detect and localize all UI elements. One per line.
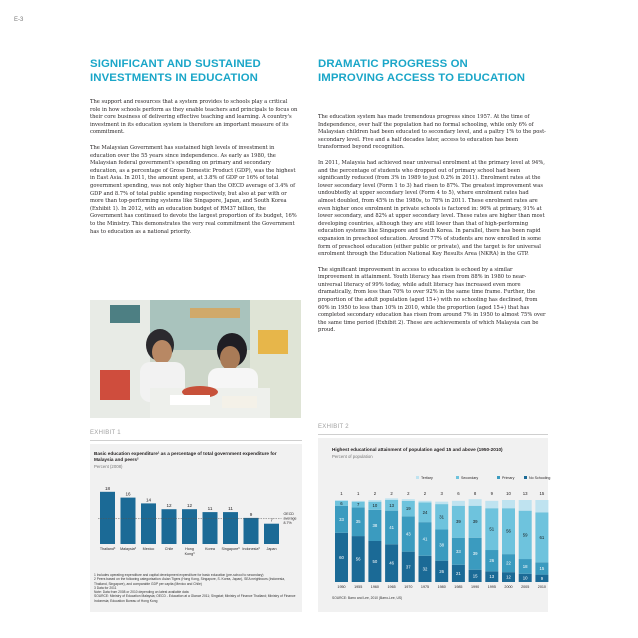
exhibit2-segment-label: 33 — [456, 548, 461, 554]
exhibit2-year-label: 1985 — [454, 585, 463, 589]
exhibit1-bar — [203, 512, 218, 544]
page-number: E-3 — [14, 17, 24, 23]
exhibit1-category-label: Singapore³ — [221, 547, 240, 551]
exhibit2-legend-swatch — [524, 476, 527, 479]
exhibit2-segment-label: 1 — [340, 491, 343, 496]
exhibit2-subtitle: Percent of population — [332, 454, 373, 459]
exhibit1-value-label: 9 — [249, 511, 253, 517]
exhibit1-bar — [121, 498, 136, 544]
exhibit1-divider — [90, 440, 302, 441]
footnote: 2 Peers based on the following categorisation: Asian Tigers (Hong Kong, Singapore, S. Korea, Japan), SEA neighbours (Indonesia, Thailand, Singapore), and comparable GDP per capita (Mexico and Chile) — [94, 577, 285, 586]
exhibit2-year-label: 2000 — [504, 585, 513, 589]
right-heading: DRAMATIC PROGRESS ON IMPROVING ACCESS TO EDUCATION — [318, 58, 526, 84]
exhibit1-value-label: 11 — [207, 506, 213, 512]
exhibit2-segment-label: 21 — [456, 570, 461, 576]
exhibit1-bar — [100, 492, 115, 544]
exhibit2-segment-label: 19 — [405, 506, 411, 512]
exhibit2-segment-label: 56 — [506, 528, 511, 534]
left-paragraph: The support and resources that a system provides to schools play a critical role in how schools perform as they enable teachers and principals to focus on their core business of delivering effective teaching and learning. A country's investment in its education system is therefore an important measure of its commitment. — [90, 99, 298, 136]
exhibit2-segment — [469, 499, 482, 506]
exhibit1-title: Basic education expenditure¹ as a percentage of total government expenditure for Malaysia and peers² — [94, 451, 277, 462]
exhibit2-legend-label: No Schooling — [529, 476, 551, 480]
exhibit2-segment-label: 13 — [389, 502, 394, 508]
exhibit1-label: EXHIBIT 1 — [90, 430, 121, 436]
exhibit2-legend-label: Secondary — [461, 476, 479, 480]
exhibit2-segment-label: 2 — [407, 491, 410, 496]
exhibit2-year-label: 1995 — [487, 585, 496, 589]
exhibit2-year-label: 2010 — [537, 585, 547, 589]
exhibit2-segment — [419, 501, 432, 503]
classroom-photo — [90, 300, 301, 418]
exhibit1-subtitle: Percent (2008) — [94, 464, 123, 469]
exhibit2-segment-label: 43 — [405, 531, 411, 537]
footnote: Note: Data from 2008 or 2010 depending on latest available data — [94, 590, 189, 595]
exhibit1-category-label: Japan — [266, 547, 277, 551]
exhibit2-segment — [402, 499, 415, 501]
right-paragraph: The significant improvement in access to education is echoed by a similar improvement in attainment. Youth literacy has risen from 88% in 1980 to near-universal literacy of 99% today, while adult literacy has increased even more dramatically, from less than 70% to over 92% in the same time frame. Further, the proportion of the adult population (aged 15+) with no schooling has declined, from 60% in 1950 to less than 10% in 2010, while the proportion (aged 15+) that has completed secondary education has risen from around 7% in 1950 to almost 75% over the same time period (Exhibit 2). These are achievements of which Malaysia can be proud. — [318, 266, 546, 334]
exhibit2-segment-label: 3 — [440, 491, 443, 496]
exhibit2-segment — [535, 500, 548, 512]
exhibit1-value-label: 11 — [228, 506, 233, 512]
exhibit2-title: Highest educational attainment of population aged 15 and above (1950-2010) — [332, 447, 503, 452]
exhibit2-segment-label: 8 — [473, 491, 477, 496]
exhibit1-category-label: Chile — [164, 547, 174, 551]
exhibit2-segment-label: 2 — [373, 491, 377, 496]
exhibit2-segment-label: 39 — [472, 519, 478, 525]
exhibit1-category-label: Indonesia³ — [242, 547, 260, 551]
exhibit2-segment-label: 9 — [490, 491, 493, 496]
exhibit2-segment-label: 26 — [489, 558, 495, 564]
exhibit1-category-label: Korea — [205, 547, 215, 551]
exhibit2-segment-label: 10 — [522, 575, 528, 581]
exhibit2-segment-label: 6 — [340, 500, 343, 506]
exhibit2-divider — [318, 434, 548, 435]
exhibit1-oecd-value: 8.7% — [283, 520, 292, 525]
exhibit2-segment-label: 61 — [539, 534, 545, 540]
exhibit1-oecd-label: average — [283, 516, 297, 521]
exhibit2-chart — [318, 462, 551, 592]
exhibit1-category-label: Thailand³ — [99, 547, 116, 551]
exhibit2-segment-label: 59 — [522, 532, 528, 538]
exhibit2-segment-label: 37 — [405, 564, 411, 570]
exhibit1-chart — [90, 472, 302, 572]
exhibit2-year-label: 1955 — [354, 585, 363, 589]
exhibit1-value-label: 12 — [166, 503, 172, 509]
exhibit2-segment-label: 9 — [540, 575, 544, 581]
left-heading: SIGNIFICANT AND SUSTAINED INVESTMENTS IN EDUCATION — [90, 58, 261, 84]
exhibit2-segment — [335, 500, 348, 501]
exhibit1-category-label: Malaysia³ — [120, 547, 136, 551]
exhibit1-bar — [182, 509, 197, 544]
exhibit2-segment-label: 39 — [456, 519, 461, 525]
exhibit2-segment-label: 38 — [439, 542, 445, 548]
exhibit2-label: EXHIBIT 2 — [318, 424, 349, 430]
exhibit2-segment — [435, 502, 448, 504]
exhibit1-value-label: 12 — [186, 503, 193, 509]
exhibit1-oecd-label: OECD — [283, 511, 294, 516]
exhibit2-year-label: 1980 — [437, 585, 446, 589]
exhibit2-segment — [385, 498, 398, 500]
exhibit2-year-label: 1970 — [404, 585, 413, 589]
exhibit2-source: SOURCE: Barro and Lee, 2010 (Barro-Lee, US) — [332, 596, 403, 600]
exhibit2-segment — [352, 501, 365, 502]
exhibit1-category-label: Mexico — [142, 547, 155, 551]
right-body — [318, 114, 546, 343]
right-paragraph: The education system has made tremendous progress since 1957. At the time of Independence, over half the population had no formal schooling, while only 6% of Malaysian children had been educated to secondary level, and a paltry 1% to the post-secondary level. Five and a half decades later, access to education has been transformed beyond recognition. — [318, 114, 546, 151]
exhibit1-category-label: Hong — [185, 547, 194, 551]
exhibit2-segment-label: 39 — [472, 551, 478, 557]
exhibit1-bar — [162, 509, 177, 544]
exhibit2-year-label: 1965 — [387, 585, 396, 589]
exhibit2-segment-label: 50 — [372, 559, 378, 564]
exhibit2-segment — [368, 500, 381, 502]
exhibit2-segment-label: 1 — [357, 491, 360, 496]
exhibit2-segment-label: 6 — [457, 491, 460, 496]
exhibit2-segment-label: 18 — [522, 563, 528, 569]
exhibit1-footnotes — [94, 573, 296, 603]
footnote: 1 Includes operating expenditure and capital development expenditure for basic education (pre-school to secondary) — [94, 573, 264, 577]
exhibit2-legend-swatch — [416, 476, 419, 479]
left-body — [90, 99, 298, 244]
exhibit2-segment-label: 56 — [355, 556, 361, 562]
exhibit1-bar — [264, 524, 279, 544]
footnote: 3 Data for 2011 — [94, 585, 117, 590]
exhibit2-year-label: 2005 — [521, 585, 530, 589]
exhibit2-legend-label: Primary — [502, 476, 515, 480]
left-paragraph: The Malaysian Government has sustained high levels of investment in education over the 55 years since independence. As early as 1980, the Malaysian federal government's spending on primary and secondary education, as a percentage of Gross Domestic Product (GDP), was the highest in East Asia. In 2011, the amount spent, at 3.8% of GDP or 16% of total government spending, was not only higher than the OECD average of 3.4% of GDP and 8.7% of total public spending respectively, but also at par with or more than top-performing systems like Singapore, Japan, and South Korea (Exhibit 1). In 2012, with an education budget of RM37 billion, the Government has continued to devote the largest proportion of its budget, 16% to the Ministry. This demonstrates the very real commitment the Government has to education as a national priority. — [90, 144, 297, 235]
classroom-photo-illustration — [90, 300, 301, 418]
exhibit2-segment-label: 41 — [389, 524, 394, 530]
exhibit2-segment — [485, 501, 498, 508]
exhibit2-segment-label: 32 — [422, 566, 428, 572]
exhibit2-segment-label: 15 — [539, 565, 545, 571]
exhibit1-value-label: 7 — [270, 517, 273, 523]
exhibit1-category-label: Kong³ — [184, 552, 195, 556]
exhibit1-value-label: 18 — [104, 485, 111, 491]
exhibit2-segment-label: 35 — [355, 519, 361, 525]
exhibit2-segment-label: 46 — [389, 560, 394, 566]
exhibit1-value-label: 16 — [125, 491, 131, 497]
exhibit2-segment-label: 13 — [522, 491, 528, 496]
exhibit2-year-label: 1960 — [370, 585, 380, 589]
exhibit2-segment-label: 15 — [539, 491, 545, 496]
exhibit2-segment-label: 41 — [422, 536, 428, 542]
exhibit2-segment-label: 60 — [339, 554, 344, 560]
exhibit1-bar — [141, 503, 156, 544]
exhibit2-legend-label: Tertiary — [421, 476, 433, 480]
exhibit2-segment — [452, 501, 465, 506]
exhibit2-legend-swatch — [456, 476, 459, 479]
exhibit2-segment-label: 38 — [372, 522, 378, 528]
exhibit2-segment-label: 7 — [357, 502, 360, 508]
exhibit2-segment-label: 51 — [489, 526, 495, 532]
right-paragraph: In 2011, Malaysia had achieved near universal enrolment at the primary level at 94%, and the percentage of students who dropped out of primary school had been significantly reduced (from 3% in 1989 to just 0.2% in 2011). Enrolment rates at the lower secondary level (Form 1 to 3) had risen to 87%. The greatest improvement was undoubtedly at upper secondary level (Form 4 to 5), where enrolment rates had almost doubled, from 45% in the 1980s, to 78% in 2011. These enrolment rates are even higher once enrolment in private schools is factored in: 96% at primary, 91% at lower secondary, and 82% at upper secondary level. These rates are higher than most developing countries, although they are still lower than that of high-performing education systems like Singapore and South Korea. In parallel, there has been rapid expansion in preschool education. Around 77% of students are now enrolled in some form of preschool education (either public or private), and the target is for universal enrolment through the Education National Key Results Area (NKRA) in the GTP. — [318, 159, 545, 258]
exhibit2-legend-swatch — [497, 476, 500, 479]
exhibit2-year-label: 1990 — [470, 585, 480, 589]
exhibit1-value-label: 14 — [145, 497, 152, 503]
exhibit1-bar — [244, 518, 259, 544]
exhibit2-segment-label: 2 — [390, 491, 393, 496]
exhibit2-year-label: 1950 — [337, 585, 346, 589]
exhibit2-segment-label: 15 — [472, 573, 478, 579]
exhibit2-year-label: 1975 — [420, 585, 430, 589]
exhibit2-segment-label: 33 — [339, 516, 344, 522]
exhibit2-segment-label: 13 — [489, 574, 495, 580]
exhibit2-segment-label: 12 — [506, 574, 511, 580]
footnote: SOURCE: Ministry of Education Malaysia; OECD - Education at a Glance 2011; Singstat; Ministry of Finance Thailand; Ministry of Finance Indonesia; Education Bureau of Hong Kong — [94, 594, 296, 603]
exhibit2-segment-label: 24 — [422, 509, 428, 515]
exhibit2-segment-label: 10 — [372, 503, 378, 509]
exhibit2-segment — [519, 500, 532, 511]
exhibit2-segment-label: 31 — [439, 514, 445, 520]
exhibit2-segment-label: 26 — [439, 568, 445, 574]
exhibit2-segment-label: 2 — [423, 491, 427, 496]
exhibit1-bar — [223, 512, 238, 544]
exhibit2-segment-label: 10 — [506, 491, 511, 496]
exhibit2-segment — [502, 500, 515, 508]
exhibit2-segment-label: 22 — [506, 560, 511, 566]
